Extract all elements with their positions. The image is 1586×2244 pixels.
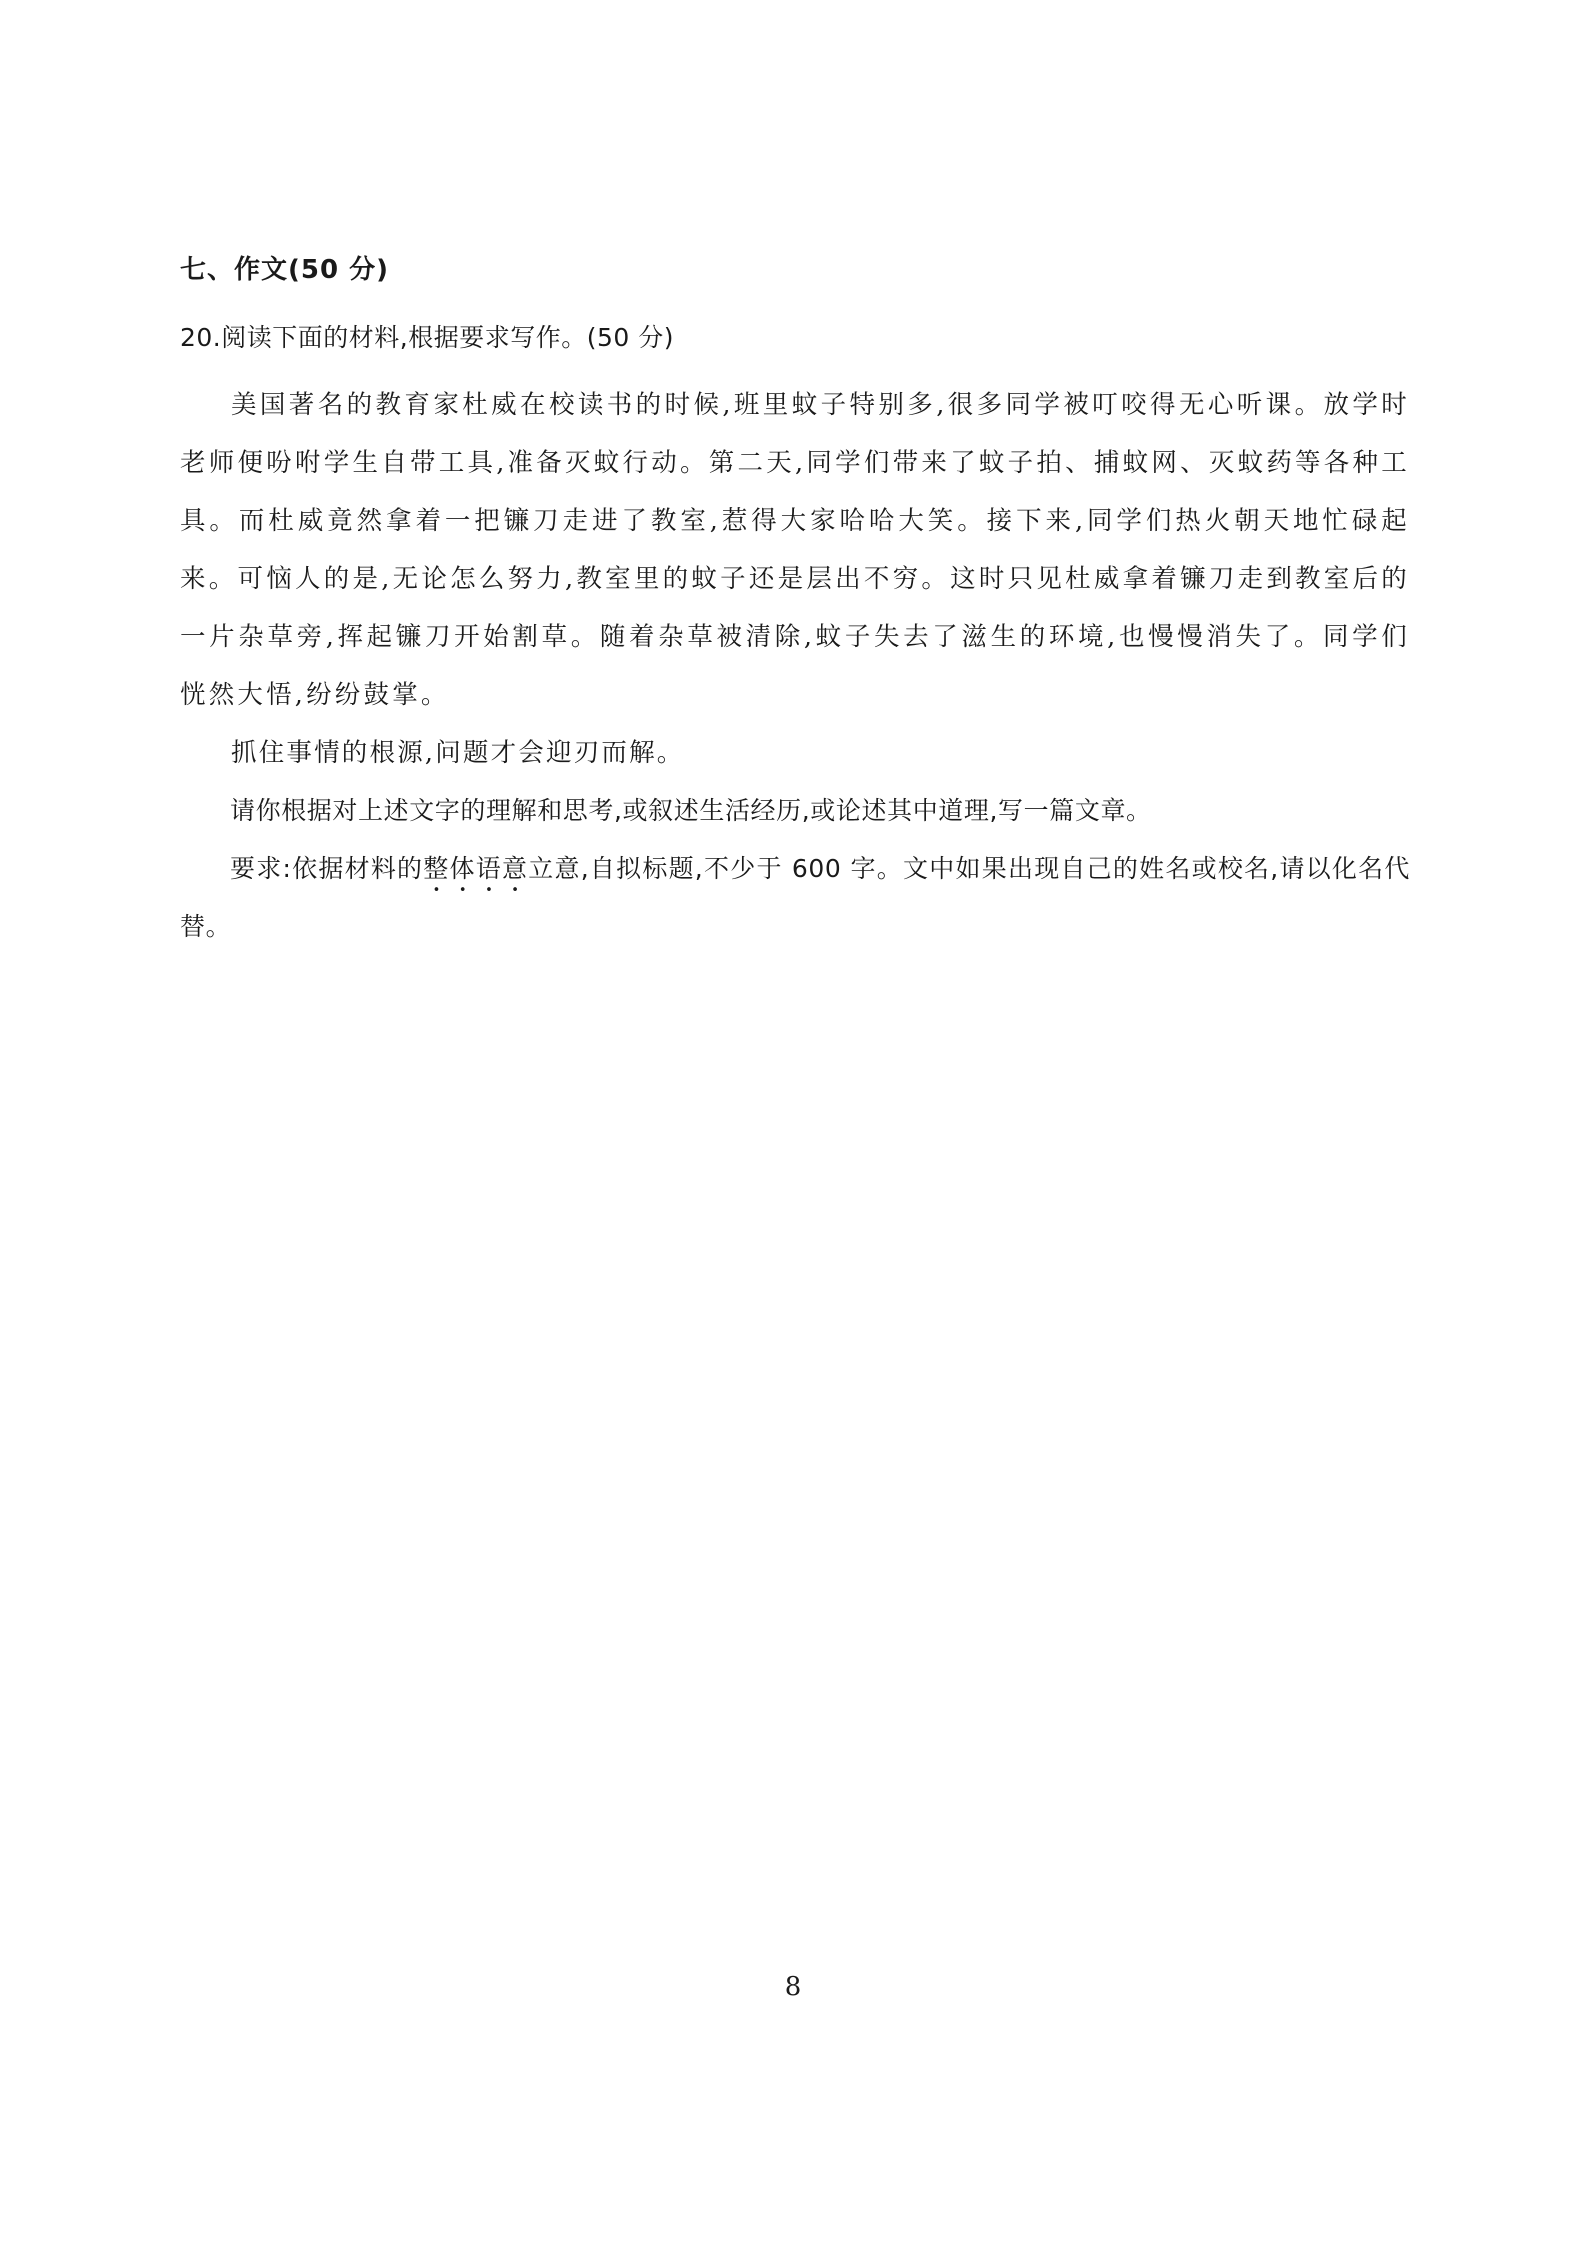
material-summary: 抓住事情的根源,问题才会迎刃而解。	[231, 738, 685, 768]
page-number: 8	[784, 1972, 802, 2002]
essay-section	[180, 250, 1410, 956]
requirement-prefix: 要求:依据材料的	[230, 854, 424, 883]
requirement-emphasis: 整体语意	[423, 854, 529, 883]
writing-requirements	[180, 840, 1410, 956]
question-prompt: 20.阅读下面的材料,根据要求写作。(50 分)	[180, 323, 674, 352]
requirement-suffix: 立意,自拟标题,不少于 600 字。文中如果出现自己的姓名或校名,请以化名代替。	[180, 854, 1410, 941]
section-title: 七、作文(50 分)	[180, 255, 389, 285]
material-paragraph: 美国著名的教育家杜威在校读书的时候,班里蚊子特别多,很多同学被叮咬得无心听课。放学时老师便吩咐学生自带工具,准备灭蚊行动。第二天,同学们带来了蚊子拍、捕蚊网、灭蚊药等各种工具。而杜威竟然拿着一把镰刀走进了教室,惹得大家哈哈大笑。接下来,同学们热火朝天地忙碌起来。可恼人的是,无论怎么努力,教室里的蚊子还是层出不穷。这时只见杜威拿着镰刀走到教室后的一片杂草旁,挥起镰刀开始割草。随着杂草被清除,蚊子失去了滋生的环境,也慢慢消失了。同学们恍然大悟,纷纷鼓掌。	[180, 390, 1410, 710]
writing-task: 请你根据对上述文字的理解和思考,或叙述生活经历,或论述其中道理,写一篇文章。	[230, 796, 1152, 825]
